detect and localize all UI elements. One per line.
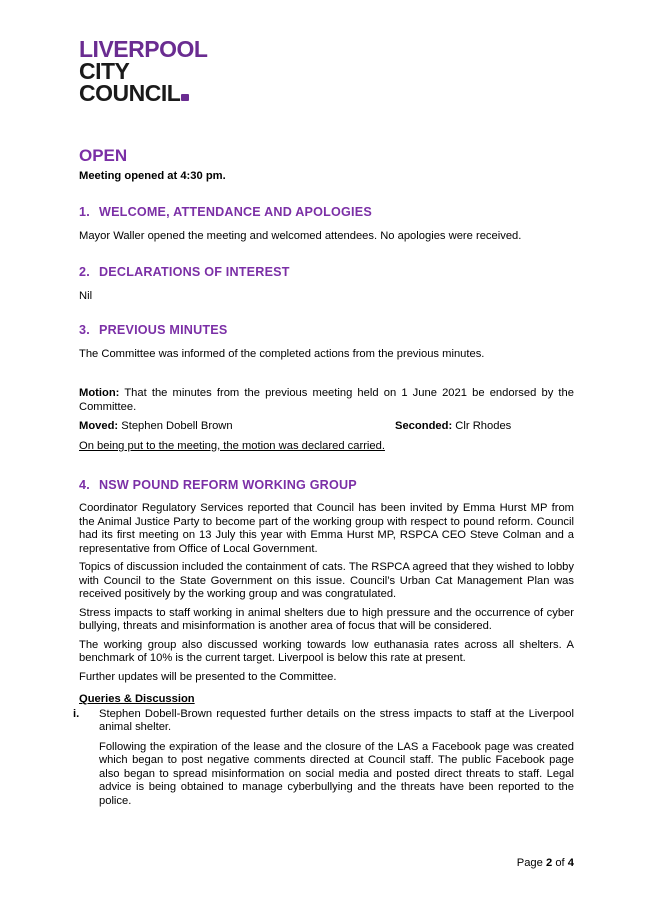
motion-label: Motion: <box>79 387 120 399</box>
moved-field <box>79 420 395 434</box>
page-total: 4 <box>567 857 574 869</box>
section-4-number: 4. <box>79 478 90 492</box>
motion-carried-text: On being put to the meeting, the motion was declared carried. <box>79 439 385 452</box>
open-title: OPEN <box>79 146 128 165</box>
section-3-title: PREVIOUS MINUTES <box>99 322 228 337</box>
seconded-value: Clr Rhodes <box>452 420 512 432</box>
moved-seconded-row <box>79 420 574 434</box>
section-4-paragraph-1: Coordinator Regulatory Services reported that Council has been invited by Emma Hurst MP from the Animal Justice Party to become part of the working group with respect to pound reform. Council had its first meeting on 13 July this year with Emma Hurst MP, RSPCA CEO Steve Colman and a representative from Office of Local Government. <box>79 502 574 555</box>
logo-line-1: LIVERPOOL <box>79 36 208 62</box>
section-3-heading <box>79 323 574 338</box>
section-2-title: DECLARATIONS OF INTEREST <box>99 265 290 279</box>
section-4-heading <box>79 478 574 493</box>
page-current: 2 <box>545 857 553 869</box>
query-item-marker: i. <box>73 707 80 720</box>
section-1-number: 1. <box>79 204 90 219</box>
section-3-number: 3. <box>79 322 90 337</box>
section-4-paragraph-2: Topics of discussion included the containment of cats. The RSPCA agreed that they wished to lobby with Council to the State Government on this issue. Council’s Urban Cat Management Plan was received positively by the working group and was congratulated. <box>79 561 574 600</box>
section-1-heading <box>79 205 574 220</box>
meeting-opened-text: Meeting opened at 4:30 pm. <box>79 170 226 182</box>
minutes-content <box>73 146 574 808</box>
moved-label: Moved: <box>79 420 119 432</box>
motion-body: That the minutes from the previous meeting held on 1 June 2021 be endorsed by the Committee. <box>79 387 574 413</box>
page-number-footer <box>517 857 574 869</box>
query-item-answer: Following the expiration of the lease and the closure of the LAS a Facebook page was created which began to post negative comments directed at Council staff. The public Facebook page also began to spread misinformation on social media and posted direct threats to staff. Legal advice is being obtained to manage cyberbullying and the threats have been reported to the police. <box>99 740 574 807</box>
query-item-question: Stephen Dobell-Brown requested further details on the stress impacts to staff at the Liverpool animal shelter. <box>99 707 574 733</box>
council-logo <box>79 38 207 104</box>
section-4-title: NSW POUND REFORM WORKING GROUP <box>99 478 357 492</box>
section-4-paragraph-4: The working group also discussed working towards low euthanasia rates across all shelters. A benchmark of 10% is the current target. Liverpool is below this rate at present. <box>79 638 574 664</box>
seconded-field <box>395 420 511 434</box>
section-2-body: Nil <box>79 290 93 302</box>
moved-value: Stephen Dobell Brown <box>118 420 233 432</box>
query-item-i <box>73 707 574 809</box>
seconded-label: Seconded: <box>395 420 453 432</box>
section-3-body: The Committee was informed of the completed actions from the previous minutes. <box>79 347 485 360</box>
of-word: of <box>552 857 568 869</box>
section-1-title: WELCOME, ATTENDANCE AND APOLOGIES <box>99 204 372 219</box>
logo-line-2: CITY <box>79 58 130 84</box>
logo-line-3 <box>79 82 207 104</box>
page-word: Page <box>516 857 546 869</box>
logo-dot-icon <box>181 94 189 101</box>
section-2-number: 2. <box>79 265 90 279</box>
motion-text <box>79 387 574 414</box>
section-2-heading <box>79 265 574 280</box>
section-1-body: Mayor Waller opened the meeting and welcomed attendees. No apologies were received. <box>79 229 522 242</box>
section-4-paragraph-3: Stress impacts to staff working in animal shelters due to high pressure and the occurrence of cyber bullying, threats and misinformation is another area of focus that will be considered. <box>79 606 574 632</box>
queries-heading: Queries & Discussion <box>79 693 195 705</box>
logo-line-3-text: COUNCIL <box>79 80 181 106</box>
section-4-paragraph-5: Further updates will be presented to the Committee. <box>79 670 337 683</box>
